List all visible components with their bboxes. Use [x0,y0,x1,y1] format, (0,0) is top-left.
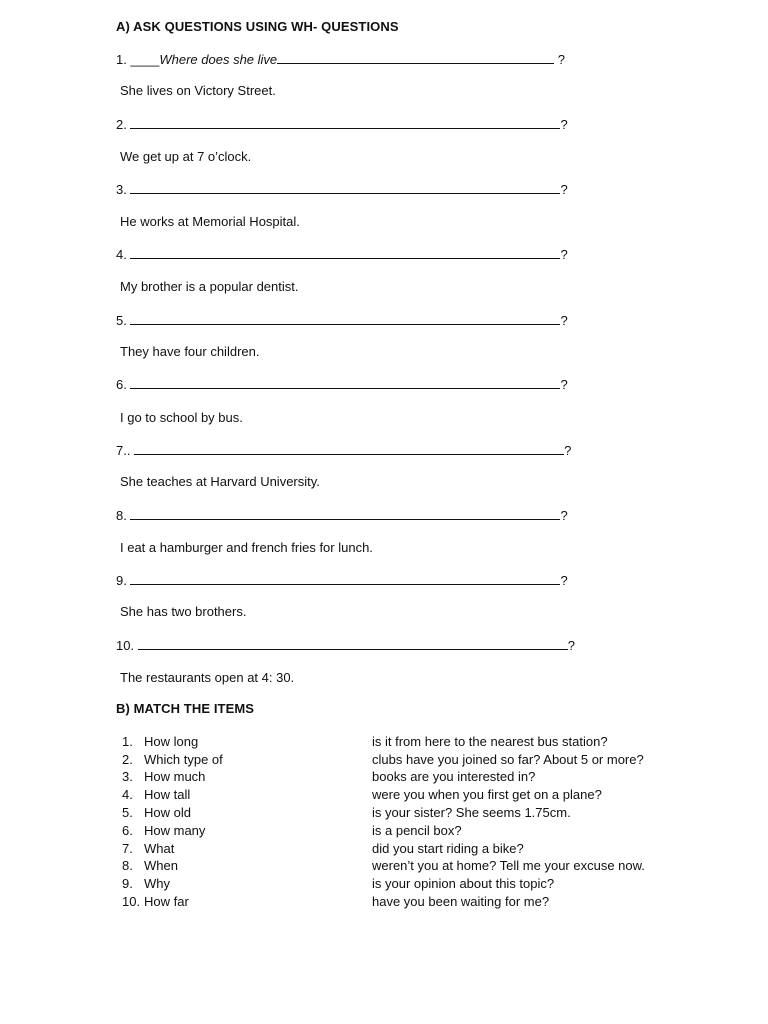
match-row [122,804,682,822]
question-mark: ? [560,377,568,392]
question-line-2 [116,115,568,133]
match-right-item: is your sister? She seems 1.75cm. [372,805,571,820]
answer-blank[interactable] [134,441,564,455]
question-line-7 [116,441,571,459]
answer-text-8: I eat a hamburger and french fries for lunch. [120,540,373,555]
match-left-item: How much [144,769,206,784]
match-left-item: How many [144,823,206,838]
match-left-item: How long [144,734,199,749]
match-row [122,733,682,751]
question-mark: ? [560,573,568,588]
question-number: 6. [116,377,127,392]
match-row [122,751,682,769]
example-question: Where does she live [159,52,278,67]
answer-text-10: The restaurants open at 4: 30. [120,670,295,685]
question-number: 1. ____ [116,52,160,67]
match-right-item: books are you interested in? [372,769,536,784]
question-number: 10. [116,638,135,653]
question-mark: ? [567,638,575,653]
match-left-item: How tall [144,787,191,802]
match-row [122,875,682,893]
answer-text-5: They have four children. [120,344,260,359]
question-mark: ? [564,443,572,458]
answer-text-6: I go to school by bus. [120,410,243,425]
match-number: 6. [122,823,133,838]
answer-text-1: She lives on Victory Street. [120,83,276,98]
section-a-title: A) ASK QUESTIONS USING WH- QUESTIONS [116,19,399,34]
match-left-item: Why [144,876,170,891]
question-line-1 [116,50,565,68]
match-left-item: How old [144,805,191,820]
match-number: 1. [122,734,133,749]
match-number: 10. [122,894,141,909]
match-left-item: Which type of [144,752,223,767]
question-number: 8. [116,508,127,523]
answer-blank[interactable] [130,375,560,389]
match-number: 5. [122,805,133,820]
question-number: 2. [116,117,127,132]
match-row [122,893,682,911]
match-right-item: is your opinion about this topic? [372,876,555,891]
answer-text-4: My brother is a popular dentist. [120,279,299,294]
question-line-6 [116,375,568,393]
match-right-item: did you start riding a bike? [372,841,524,856]
section-b-title: B) MATCH THE ITEMS [116,701,255,716]
match-right-item: weren’t you at home? Tell me your excuse now. [372,858,645,873]
match-row [122,822,682,840]
match-row [122,768,682,786]
answer-blank[interactable] [130,115,560,129]
match-left-item: When [144,858,178,873]
question-mark: ? [560,313,568,328]
match-number: 7. [122,841,133,856]
question-number: 4. [116,247,127,262]
question-number: 7.. [116,443,131,458]
question-number: 3. [116,182,127,197]
answer-blank[interactable] [130,245,560,259]
match-right-item: is it from here to the nearest bus station? [372,734,608,749]
match-right-item: clubs have you joined so far? About 5 or more? [372,752,644,767]
match-left-item: What [144,841,175,856]
answer-blank[interactable] [277,50,554,64]
match-row [122,857,682,875]
question-mark: ? [560,117,568,132]
answer-text-7: She teaches at Harvard University. [120,474,320,489]
match-row [122,840,682,858]
question-mark: ? [560,182,568,197]
match-number: 3. [122,769,133,784]
question-mark: ? [560,508,568,523]
question-number: 9. [116,573,127,588]
match-right-item: were you when you first get on a plane? [372,787,602,802]
question-number: 5. [116,313,127,328]
answer-text-9: She has two brothers. [120,604,247,619]
match-number: 4. [122,787,133,802]
question-mark: ? [560,247,568,262]
answer-blank[interactable] [130,311,560,325]
question-line-4 [116,245,568,263]
match-right-item: is a pencil box? [372,823,462,838]
question-line-8 [116,506,568,524]
answer-text-2: We get up at 7 o’clock. [120,149,252,164]
question-mark: ? [557,52,566,67]
match-number: 8. [122,858,133,873]
match-right-item: have you been waiting for me? [372,894,550,909]
question-line-5 [116,311,568,329]
answer-text-3: He works at Memorial Hospital. [120,214,300,229]
match-number: 9. [122,876,133,891]
answer-blank[interactable] [130,180,560,194]
answer-blank[interactable] [130,571,560,585]
match-number: 2. [122,752,133,767]
question-line-3 [116,180,568,198]
answer-blank[interactable] [130,506,560,520]
match-left-item: How far [144,894,189,909]
question-line-10 [116,636,575,654]
answer-blank[interactable] [138,636,568,650]
question-line-9 [116,571,568,589]
match-row [122,786,682,804]
